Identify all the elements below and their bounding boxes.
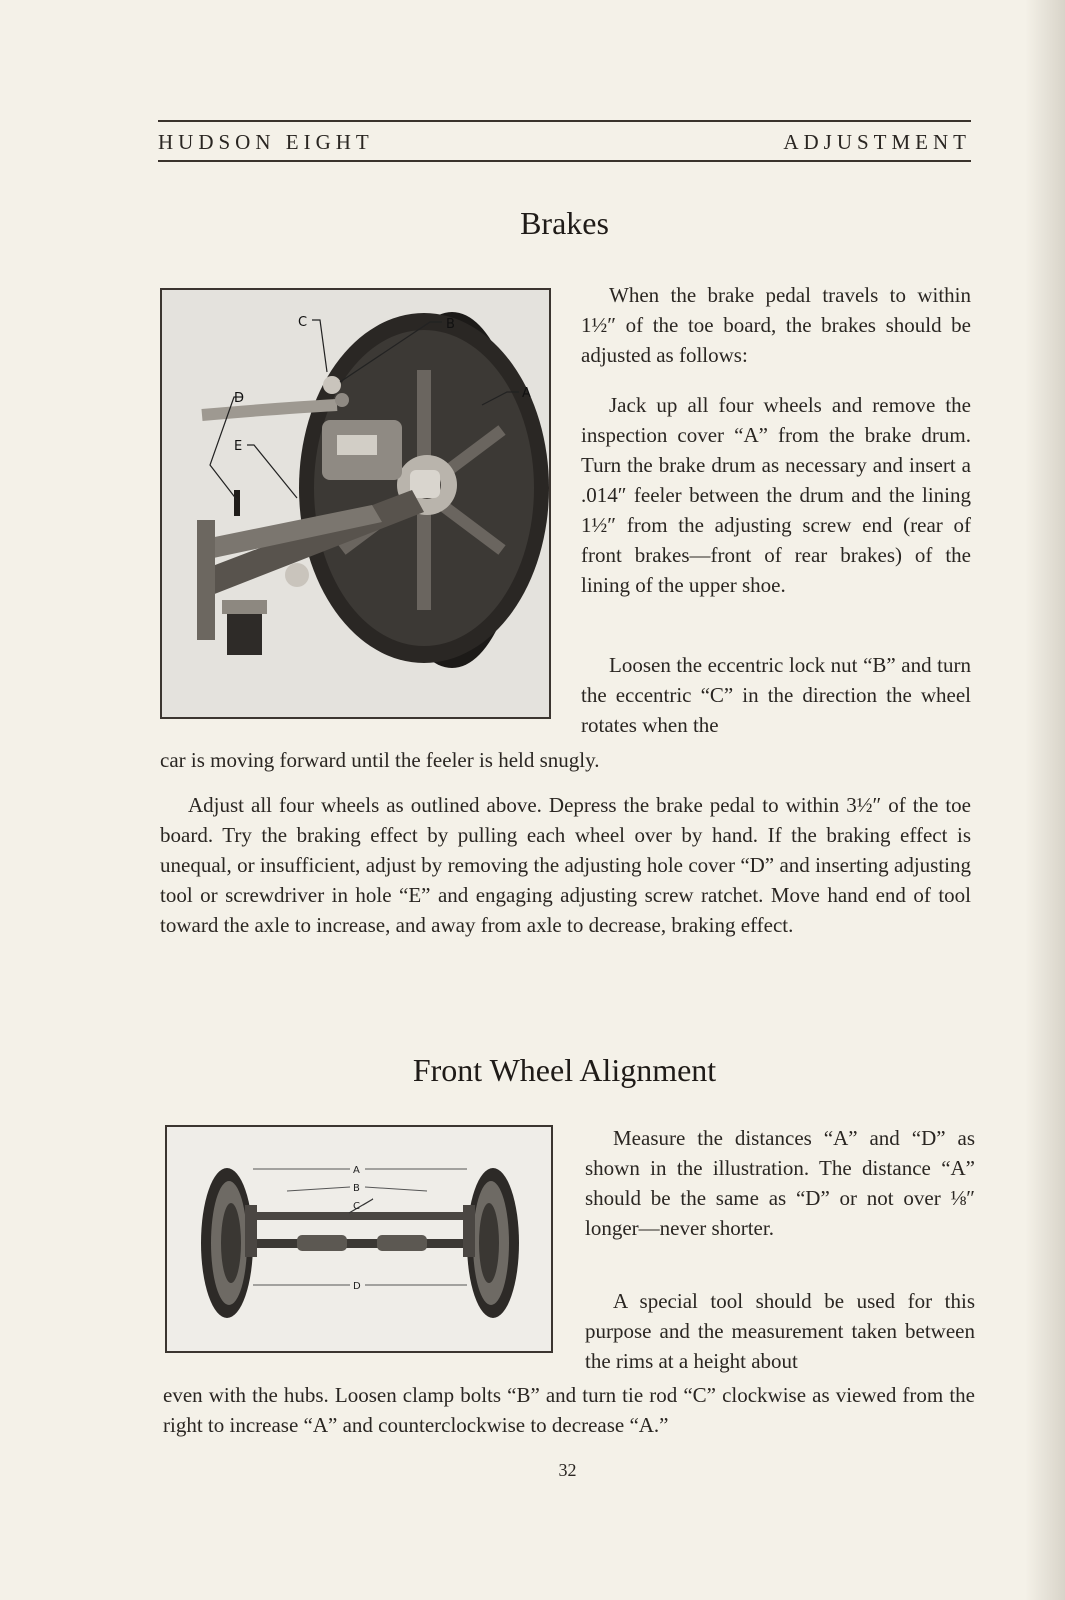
- brake-label-a: A: [522, 386, 531, 401]
- alignment-paragraph-2-continued: even with the hubs. Loosen clamp bolts “B” and turn tie rod “C” clockwise as viewed from the right to increase “A” and counterclockwise to decrease “A.”: [163, 1383, 975, 1437]
- brakes-paragraph-2: Jack up all four wheels and remove the inspection cover “A” from the brake drum. Turn the brake drum as necessary and insert a .014″ feeler between the drum and the lining 1½″ from the adjusting screw end (rear of front brakes—front of rear brakes) of the lining of the upper shoe.: [581, 393, 971, 597]
- alignment-paragraph-1: Measure the distances “A” and “D” as shown in the illustration. The distance “A” should be the same as “D” or not over ⅛″ longer—never shorter.: [585, 1126, 975, 1240]
- axle-alignment-illustration: [167, 1127, 551, 1351]
- alignment-title: Front Wheel Alignment: [412, 1052, 717, 1088]
- axle-alignment-figure: [165, 1125, 553, 1353]
- brake-label-d: D: [234, 391, 245, 406]
- header-rule-bottom: [158, 160, 971, 162]
- brake-label-c: C: [298, 315, 308, 330]
- brakes-paragraph-3-continued: car is moving forward until the feeler is held snugly.: [160, 748, 600, 772]
- page-edge-shadow: [1025, 0, 1065, 1600]
- brake-label-b: B: [446, 317, 455, 332]
- brakes-paragraph-3: Loosen the eccentric lock nut “B” and turn the eccentric “C” in the direction the wheel rotates when the: [581, 653, 971, 737]
- axle-label-c: C: [353, 1201, 360, 1212]
- page-number: 32: [558, 1460, 577, 1480]
- brake-drum-figure: [160, 288, 551, 719]
- axle-label-d: D: [353, 1281, 361, 1292]
- brakes-paragraph-1: When the brake pedal travels to within 1½″ of the toe board, the brakes should be adjusted as follows:: [581, 283, 971, 367]
- brake-label-e: E: [234, 439, 243, 454]
- brakes-title: Brakes: [520, 205, 609, 241]
- header-rule-top: [158, 120, 971, 122]
- axle-label-b: B: [353, 1183, 360, 1194]
- axle-label-a: A: [353, 1165, 360, 1176]
- brakes-paragraph-4: Adjust all four wheels as outlined above. Depress the brake pedal to within 3½″ of the toe board. Try the braking effect by pulling each wheel over by hand. If the braking effect is unequal, or insufficient, adjust by removing the adjusting hole cover “D” and inserting adjusting tool or screwdriver in hole “E” and engaging adjusting screw ratchet. Move hand end of tool toward the axle to increase, and away from axle to decrease, braking effect.: [160, 793, 971, 937]
- running-head-right: ADJUSTMENT: [783, 130, 971, 154]
- running-head-left: HUDSON EIGHT: [158, 130, 374, 154]
- alignment-paragraph-2: A special tool should be used for this purpose and the measurement taken between the rims at a height about: [585, 1289, 975, 1373]
- brake-drum-illustration: [162, 290, 549, 717]
